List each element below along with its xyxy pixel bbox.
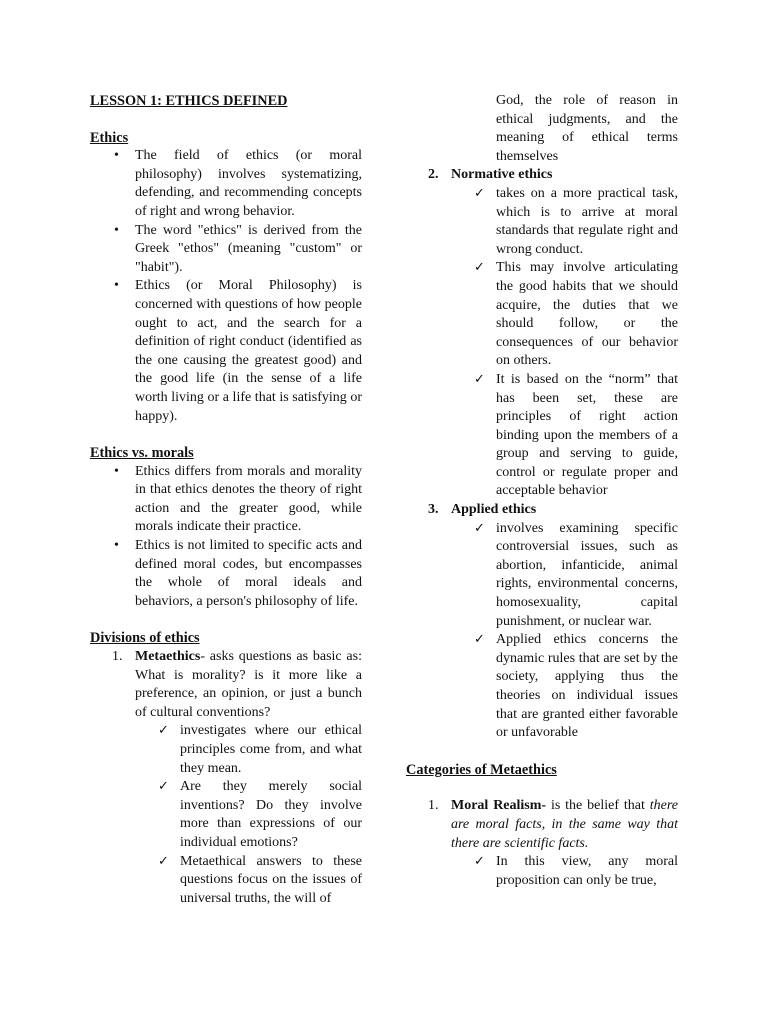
check-icon: ✓ — [474, 520, 485, 536]
check-icon: ✓ — [474, 185, 485, 201]
check-item: ✓ takes on a more practical task, which is to arrive at moral standards that regulate right and wrong conduct. — [474, 185, 678, 257]
check-item: ✓ This may involve articulating the good habits that we should acquire, the duties that we should follow, or the consequences of our behavior on others. — [474, 260, 678, 369]
ethics-vs-morals-bullet: • Ethics is not limited to specific acts and defined moral codes, but encompasses the whole of moral ideals and behaviors, a person's philosophy of life. — [114, 538, 362, 609]
check-item: ✓ investigates where our ethical principles come from, and what they mean. — [158, 723, 362, 776]
category-item-moral-realism: 1. Moral Realism- is the belief that there are moral facts, in the same way that there are scientific facts. — [428, 798, 678, 851]
check-icon: ✓ — [474, 371, 485, 387]
ethics-bullet: • Ethics (or Moral Philosophy) is concerned with questions of how people ought to act, and the search for a definition of right conduct (identified as the one causing the greatest good) and the good life (in the sense of a life worth living or a life that is satisfying or happy). — [114, 278, 362, 424]
check-item: ✓ Are they merely social inventions? Do they involve more than expressions of our individual emotions? — [158, 779, 362, 850]
check-icon: ✓ — [158, 723, 169, 739]
right-column — [406, 92, 678, 890]
check-icon: ✓ — [158, 853, 169, 869]
lesson-title: LESSON 1: ETHICS DEFINED — [90, 93, 288, 109]
division-item-applied: 3. Applied ethics — [428, 502, 537, 518]
heading-ethics: Ethics — [90, 129, 129, 146]
division-item-metaethics: 1. Metaethics- asks questions as basic as: What is morality? is it more like a preference, an opinion, or just a bunch of cultural conventions? — [112, 649, 362, 720]
check-item: ✓ In this view, any moral proposition can only be true, — [474, 854, 678, 888]
check-icon: ✓ — [474, 632, 485, 648]
ethics-bullet: • The field of ethics (or moral philosophy) involves systematizing, defending, and recommending concepts of right and wrong behavior. — [114, 148, 362, 219]
check-item: ✓ Applied ethics concerns the dynamic rules that are set by the society, applying thus the theories on individual issues that are granted either favorable or unfavorable — [474, 632, 678, 741]
bullet-icon: • — [114, 148, 119, 164]
ethics-bullet: • The word "ethics" is derived from the Greek "ethos" (meaning "custom" or "habit"). — [114, 222, 362, 275]
heading-divisions: Divisions of ethics — [90, 630, 200, 647]
bullet-icon: • — [114, 538, 119, 554]
metaethics-continuation: God, the role of reason in ethical judgments, and the meaning of ethical terms themselves — [496, 93, 678, 164]
check-icon: ✓ — [158, 779, 169, 795]
heading-categories-metaethics: Categories of Metaethics — [406, 761, 557, 778]
division-item-normative: 2. Normative ethics — [428, 167, 553, 183]
bullet-icon: • — [114, 463, 119, 479]
check-icon: ✓ — [474, 260, 485, 276]
check-item: ✓ It is based on the “norm” that has been set, these are principles of right action binding upon the members of a group and serving to guide, control or regulate proper and acceptable behavior — [474, 371, 678, 499]
check-item: ✓ involves examining specific controversial issues, such as abortion, infanticide, animal rights, environmental concerns, homosexuality, capital punishment, or nuclear war. — [474, 520, 678, 629]
heading-ethics-vs-morals: Ethics vs. morals — [90, 445, 194, 462]
ethics-vs-morals-bullet: • Ethics differs from morals and morality in that ethics denotes the theory of right action and the greater good, while morals indicate their practice. — [114, 463, 362, 535]
bullet-icon: • — [114, 222, 119, 238]
check-item: ✓ Metaethical answers to these questions focus on the issues of universal truths, the will of — [158, 853, 362, 906]
left-column — [90, 92, 362, 908]
bullet-icon: • — [114, 278, 119, 294]
check-icon: ✓ — [474, 854, 485, 870]
